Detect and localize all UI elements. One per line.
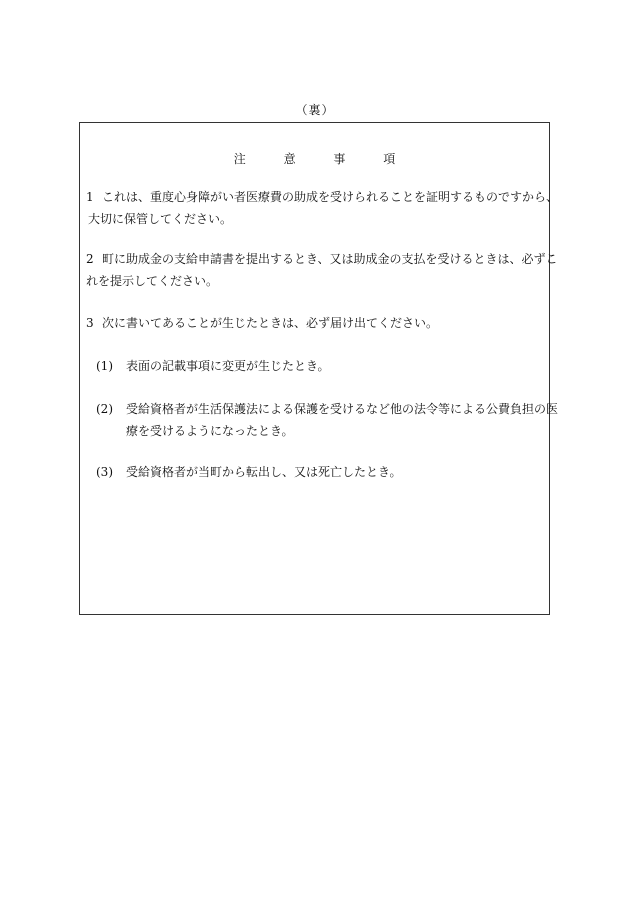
notice-subitem-1 [96,355,546,377]
subitem-text: 表面の記載事項に変更が生じたとき。 [126,359,330,373]
item-number: 1 [86,190,94,204]
notice-item-3 [86,312,546,334]
subitem-text: 受給資格者が生活保護法による保護を受けるなど他の法令等による公費負担の医 [126,402,559,416]
subitem-number: (2) [96,402,113,416]
item-text: これは、重度心身障がい者医療費の助成を受けられることを証明するものですから、 [102,190,559,204]
item-text: 町に助成金の支給申請書を提出するとき、又は助成金の支払を受けるときは、必ずこ [102,252,558,266]
notice-item-line: 大切に保管してください。 [88,212,233,226]
notice-title-char: 項 [383,152,396,166]
notice-subitem-2 [96,398,559,442]
notice-subitem-line [96,355,546,377]
notice-title-char: 事 [333,152,346,166]
notice-title-char: 注 [233,152,246,166]
notice-item-line [86,248,558,270]
subitem-number: (1) [96,359,113,373]
item-number: 3 [86,316,94,330]
notice-item-1 [86,186,559,230]
notice-item-line [86,186,559,208]
notice-subitem-3 [96,461,546,483]
notice-item-line: れを提示してください。 [86,274,219,288]
notice-item-2 [86,248,558,292]
item-number: 2 [86,252,94,266]
subitem-number: (3) [96,465,113,479]
notice-subitem-line: 療を受けるようになったとき。 [126,424,294,438]
notice-box [79,122,559,615]
subitem-text: 受給資格者が当町から転出し、又は死亡したとき。 [126,465,402,479]
notice-title-char: 意 [283,152,296,166]
page-side-label: （裏） [295,103,335,117]
notice-subitem-line [96,461,546,483]
notice-subitem-line [96,398,559,420]
notice-item-line [86,312,546,334]
item-text: 次に書いてあることが生じたときは、必ず届け出てください。 [102,316,439,330]
notice-title [80,150,549,167]
